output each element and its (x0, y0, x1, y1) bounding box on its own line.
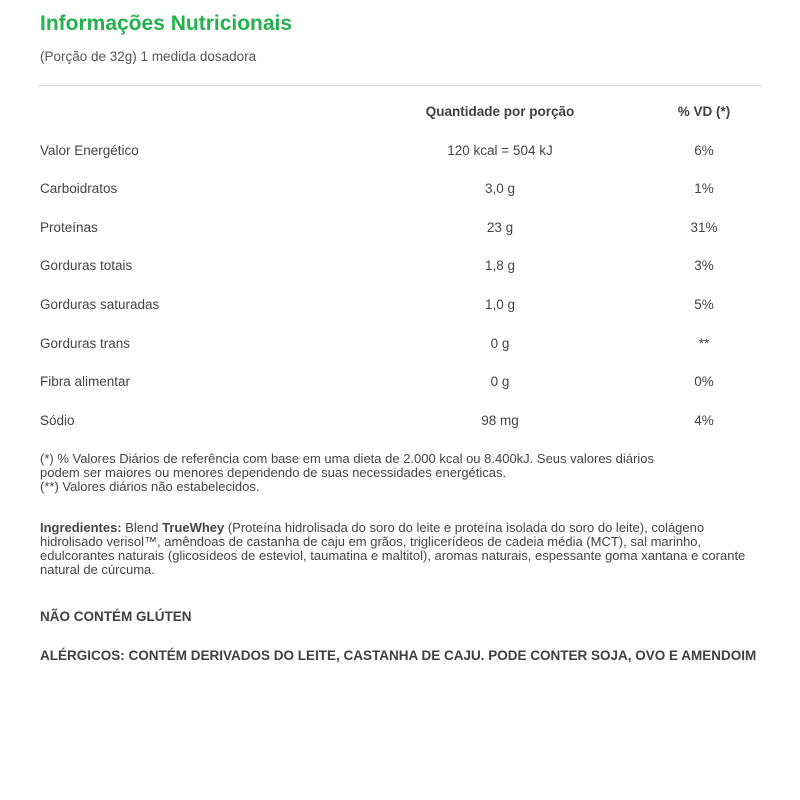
nutrient-quantity: 1,0 g (484, 297, 516, 312)
column-header-quantity: Quantidade por porção (425, 104, 575, 119)
footnote-daily-values-cont: podem ser maiores ou menores dependendo de suas necessidades energéticas. (40, 465, 507, 480)
nutrient-daily-value: ** (698, 336, 710, 351)
nutrient-daily-value: 0% (694, 374, 714, 389)
table-row (0, 220, 800, 242)
column-header-daily-value: % VD (*) (677, 104, 731, 119)
ingredients-label: Ingredientes: (40, 520, 122, 535)
divider (38, 85, 762, 86)
footnotes (40, 452, 770, 494)
table-row (0, 258, 800, 280)
nutrient-name: Carboidratos (40, 181, 118, 196)
table-row (0, 413, 800, 435)
table-row (0, 181, 800, 203)
nutrient-quantity: 0 g (490, 374, 510, 389)
nutrient-quantity: 98 mg (481, 413, 519, 428)
nutrient-name: Gorduras totais (40, 258, 133, 273)
footnote-daily-values: (*) % Valores Diários de referência com base em uma dieta de 2.000 kcal ou 8.400kJ. Seus valores diários (40, 451, 654, 466)
nutrient-daily-value: 6% (694, 143, 714, 158)
nutrient-quantity: 0 g (490, 336, 510, 351)
nutrient-name: Valor Energético (40, 143, 139, 158)
ingredients-paragraph (40, 521, 770, 577)
ingredients-brand: TrueWhey (162, 520, 225, 535)
nutrient-daily-value: 31% (690, 220, 718, 235)
nutrient-daily-value: 3% (694, 258, 714, 273)
nutrient-quantity: 23 g (486, 220, 514, 235)
serving-size: (Porção de 32g) 1 medida dosadora (40, 49, 257, 64)
gluten-notice: NÃO CONTÉM GLÚTEN (40, 609, 192, 624)
nutrient-name: Sódio (40, 413, 75, 428)
nutrient-daily-value: 1% (694, 181, 714, 196)
nutrient-name: Gorduras saturadas (40, 297, 160, 312)
table-row (0, 297, 800, 319)
nutrient-name: Gorduras trans (40, 336, 131, 351)
page-title: Informações Nutricionais (40, 12, 293, 35)
nutrient-quantity: 3,0 g (484, 181, 516, 196)
nutrient-daily-value: 5% (694, 297, 714, 312)
table-row (0, 374, 800, 396)
ingredients-text: (Proteína hidrolisada do soro do leite e proteína isolada do soro do leite), colágeno hidrolisado verisol™, amêndoas de castanha de caju em grãos, triglicerídeos de cadeia média (MCT), sal marinho, edulcorantes naturais (glicosídeos de esteviol, taumatina e maltitol), aromas naturais, espessante goma xantana e corante natural de cúrcuma. (40, 520, 746, 577)
nutrient-quantity: 120 kcal = 504 kJ (447, 143, 553, 158)
allergens-notice: ALÉRGICOS: CONTÉM DERIVADOS DO LEITE, CASTANHA DE CAJU. PODE CONTER SOJA, OVO E AMENDOIM (40, 648, 757, 663)
nutrient-name: Fibra alimentar (40, 374, 131, 389)
nutrient-quantity: 1,8 g (484, 258, 516, 273)
table-row (0, 143, 800, 165)
nutrient-daily-value: 4% (694, 413, 714, 428)
table-row (0, 336, 800, 358)
ingredients-pre: Blend (121, 520, 163, 535)
nutrient-name: Proteínas (40, 220, 98, 235)
footnote-not-established: (**) Valores diários não estabelecidos. (40, 479, 260, 494)
